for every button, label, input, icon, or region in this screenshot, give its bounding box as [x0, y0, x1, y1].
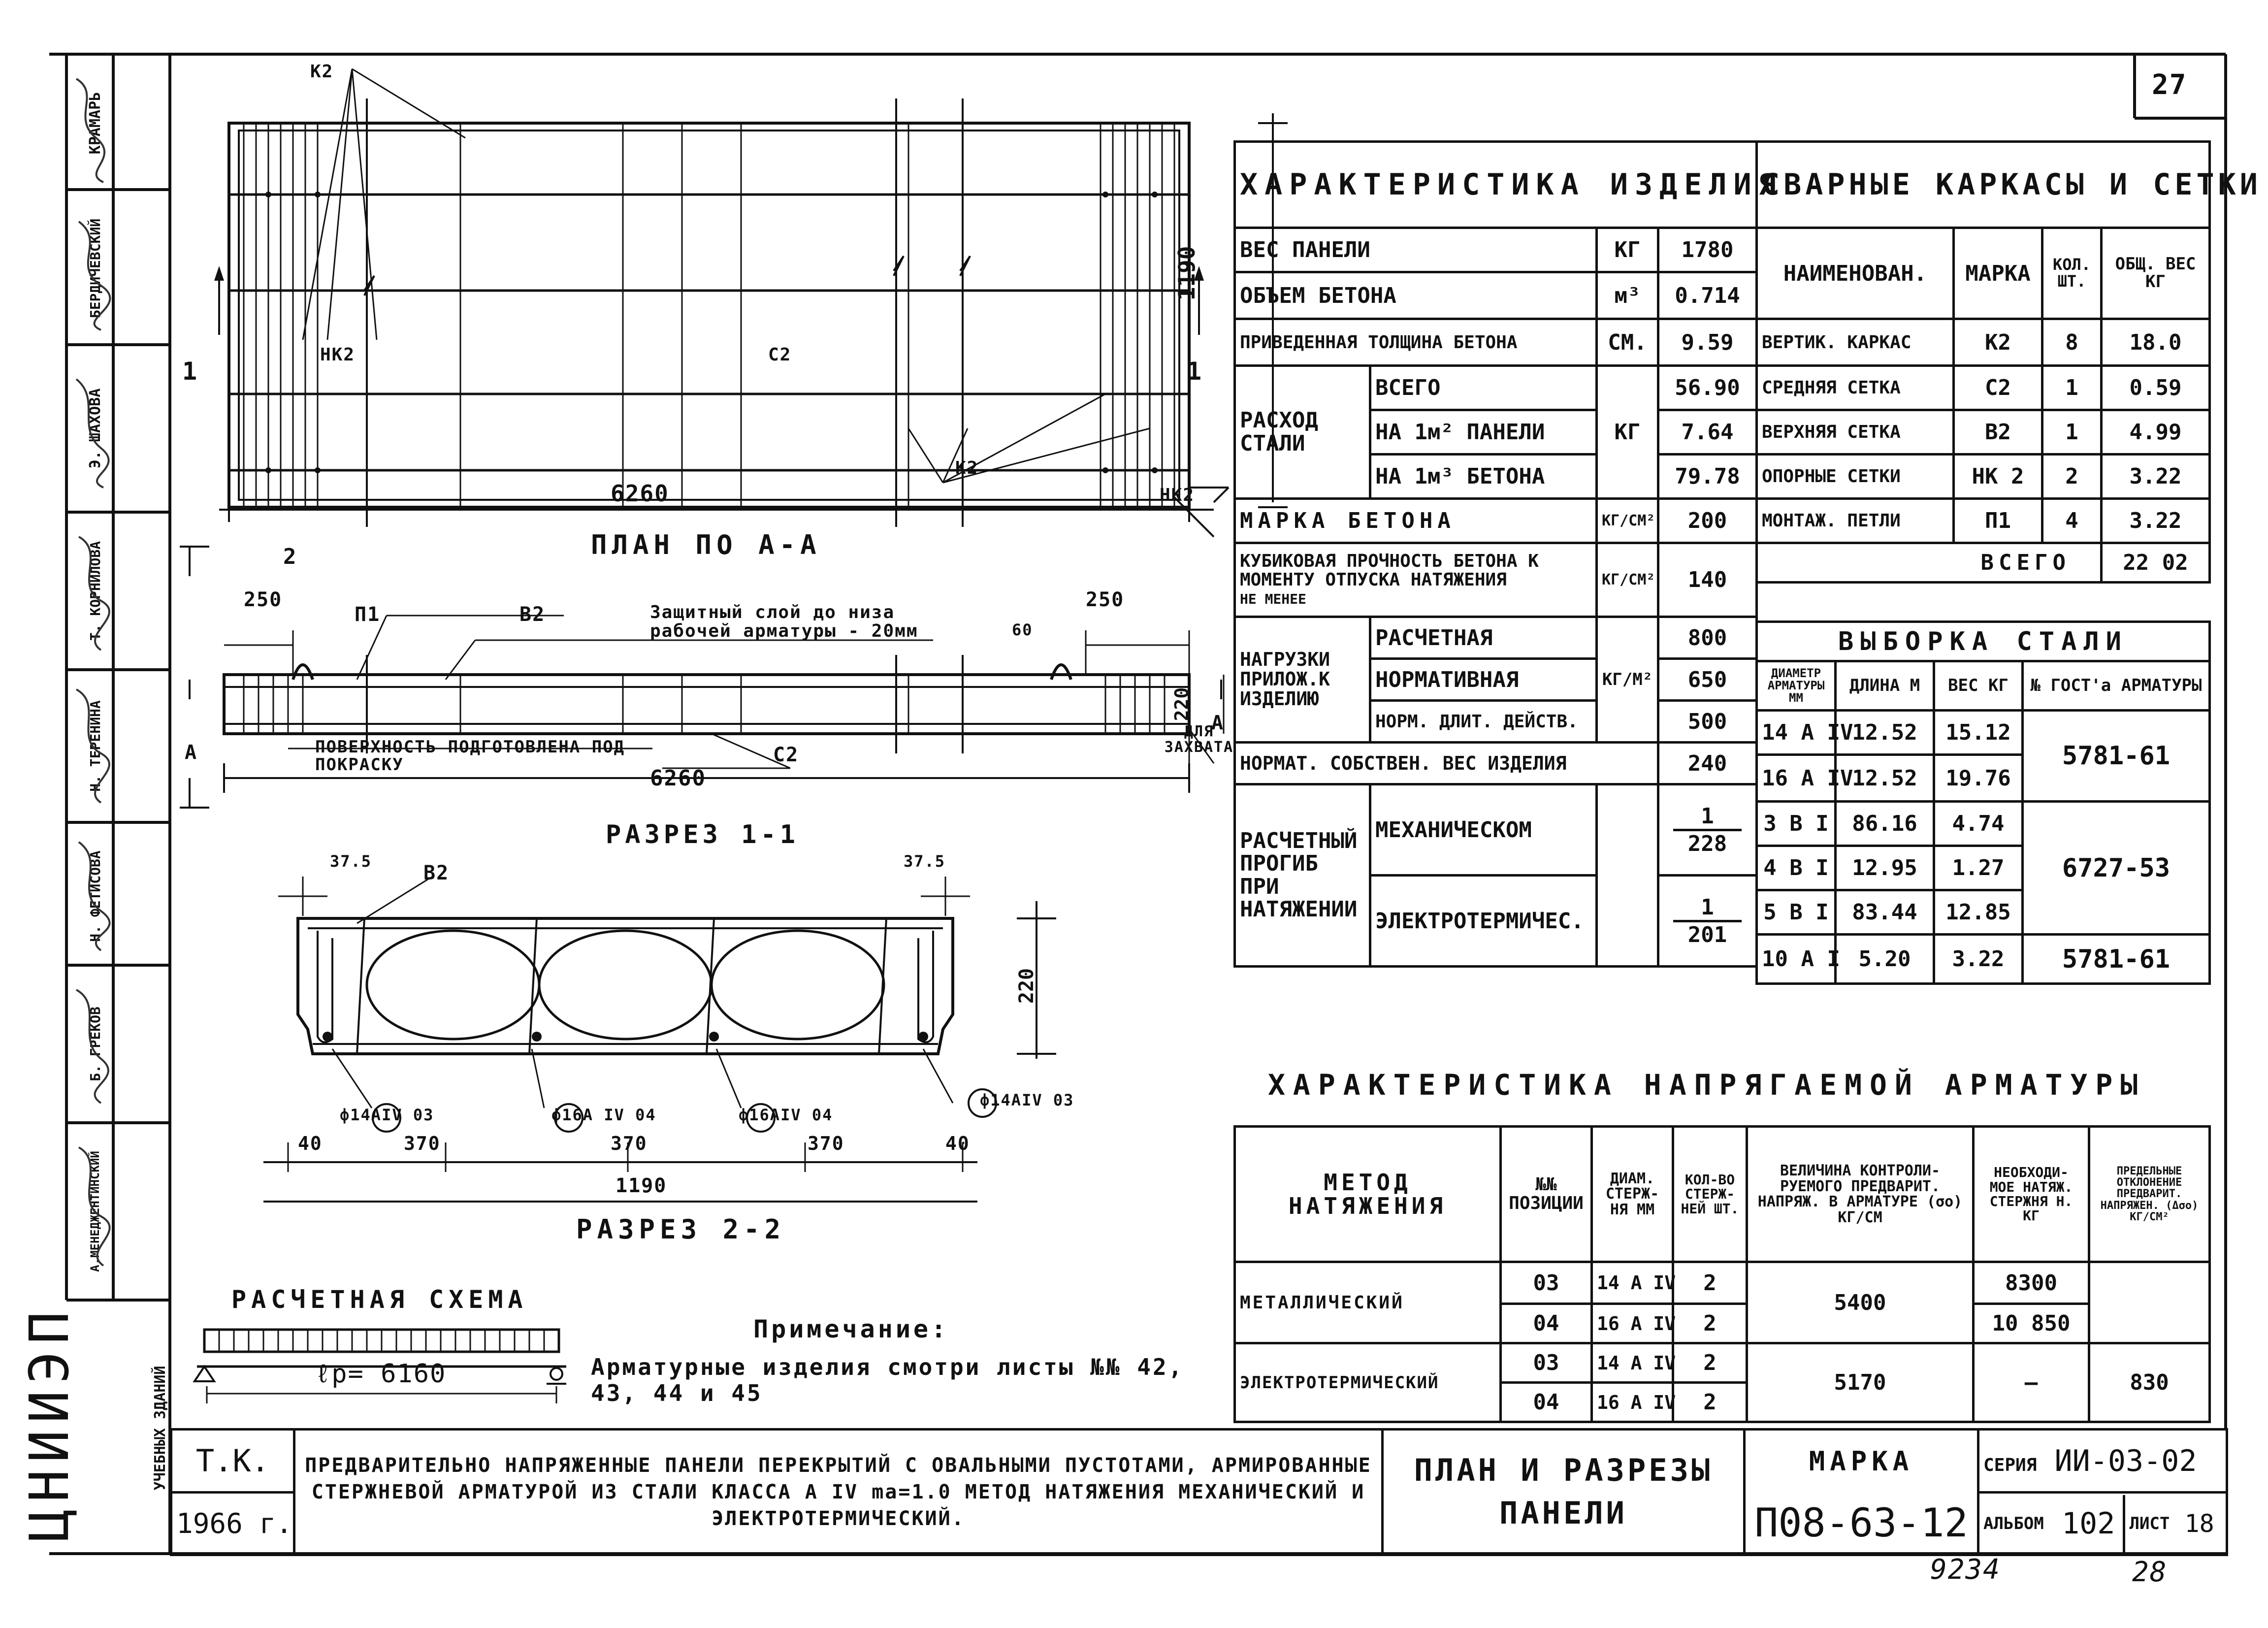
steel-row: 16 А IV 12.52 19.76: [1757, 755, 2210, 802]
concrete-grade-value: 200: [1658, 499, 1757, 543]
plan-section-mark-right: 1: [1187, 357, 1203, 386]
steel-per-m3-label: НА 1м³ БЕТОНА: [1370, 455, 1597, 499]
frames-total-label: ВСЕГО: [1757, 543, 2102, 583]
load-design-label: РАСЧЕТНАЯ: [1370, 617, 1597, 659]
frames-header: СВАРНЫЕ КАРКАСЫ И СЕТКИ: [1757, 142, 2210, 228]
char-row-volume-value: 0.714: [1658, 272, 1757, 319]
plan-section-mark-2: 2: [283, 544, 297, 569]
s22-bar-4: ф14АIV 03: [980, 1091, 1074, 1109]
prestress-qty: 2: [1673, 1262, 1747, 1304]
title-block: [170, 1428, 2228, 1556]
steel-row: 14 А IV 12.52 15.12 5781-61: [1757, 711, 2210, 755]
frames-row: ВЕРТИК. КАРКАС К2 8 18.0: [1757, 319, 2210, 366]
s11-height: 220: [1171, 687, 1193, 721]
frames-col-weight: ОБЩ. ВЕС КГ: [2102, 228, 2210, 319]
prestress-diam: 16 А IV: [1592, 1383, 1673, 1422]
plan-view: [170, 54, 1233, 556]
s22-dim-3: 370: [611, 1133, 648, 1154]
char-row-thickness: ПРИВЕДЕННАЯ ТОЛЩИНА БЕТОНА: [1235, 319, 1597, 366]
plan-title: ПЛАН ПО А-А: [591, 529, 821, 560]
plan-label-nk2-right: НК2: [1160, 485, 1195, 505]
prestress-col-qty: КОЛ-ВО СТЕРЖ- НЕЙ ШТ.: [1673, 1127, 1747, 1262]
product-characteristics-table: [1233, 140, 1783, 968]
prestress-col-position: №№ ПОЗИЦИИ: [1501, 1127, 1592, 1262]
concrete-grade-unit: КГ/СМ²: [1597, 499, 1658, 543]
prestress-diam: 16 А IV: [1592, 1304, 1673, 1343]
plan-width: 1190: [1173, 246, 1200, 301]
year-label: 1966 г.: [171, 1493, 294, 1555]
s22-dim-right: 37.5: [904, 852, 946, 871]
loads-label: НАГРУЗКИ ПРИЛОЖ.К ИЗДЕЛИЮ: [1235, 617, 1370, 743]
album-sheet-cell: АЛЬБОМ 102 ЛИСТ 18: [1978, 1493, 2227, 1555]
s22-dim-left: 37.5: [330, 852, 372, 871]
prestress-col-stress: ВЕЛИЧИНА КОНТРОЛИ- РУЕМОГО ПРЕДВАРИТ. НАПРЯЖ. В АРМАТУРЕ (σо) КГ/СМ: [1747, 1127, 1974, 1262]
sheet-description: ПРЕДВАРИТЕЛЬНО НАПРЯЖЕННЫЕ ПАНЕЛИ ПЕРЕКРЫТИЙ С ОВАЛЬНЫМИ ПУСТОТАМИ, АРМИРОВАННЫЕ СТЕРЖНЕВОЙ АРМАТУРОЙ ИЗ СТАЛИ КЛАССА А IV mа=1.0 МЕТОД НАТЯЖЕНИЯ МЕХАНИЧЕСКИЙ И ЭЛЕКТРОТЕРМИЧЕСКИЙ.: [294, 1430, 1383, 1555]
method-mechanical: МЕТАЛЛИЧЕСКИЙ: [1235, 1262, 1501, 1343]
steel-total-label: ВСЕГО: [1370, 366, 1597, 410]
steel-per-m2-value: 7.64: [1658, 410, 1757, 455]
concrete-grade-label: МАРКА БЕТОНА: [1235, 499, 1597, 543]
signer-2: БЕРДИЧЕВСКИЙ: [87, 218, 103, 319]
char-row-thickness-unit: СМ.: [1597, 319, 1658, 366]
s11-surface-note: ПОВЕРХНОСТЬ ПОДГОТОВЛЕНА ПОД ПОКРАСКУ: [315, 737, 625, 775]
prestress-limit-mech: [2089, 1262, 2210, 1343]
page-number: 27: [2152, 69, 2187, 101]
steel-per-m2-label: НА 1м² ПАНЕЛИ: [1370, 410, 1597, 455]
s11-title: РАЗРЕЗ 1-1: [606, 820, 800, 849]
signer-6: Н. ФЕТИСОВА: [87, 850, 103, 942]
s11-grip-label: ДЛЯ ЗАХВАТА: [1164, 723, 1234, 756]
characteristics-header: ХАРАКТЕРИСТИКА ИЗДЕЛИЯ: [1235, 142, 1757, 228]
s22-height: 220: [1015, 968, 1038, 1004]
prestress-qty: 2: [1673, 1383, 1747, 1422]
frames-total-value: 22 02: [2102, 543, 2210, 583]
s11-cover-note: Защитный слой до низа рабочей арматуры - 20мм: [650, 602, 918, 641]
steel-col-length: ДЛИНА М: [1836, 661, 1934, 711]
frames-col-name: НАИМЕНОВАН.: [1757, 228, 1954, 319]
char-row-thickness-value: 9.59: [1658, 319, 1757, 366]
deflection-electro-label: ЭЛЕКТРОТЕРМИЧЕС.: [1370, 876, 1597, 967]
s11-mark-a-left: А: [185, 741, 198, 764]
steel-consumption-label: РАСХОД СТАЛИ: [1235, 366, 1370, 499]
steel-selection-table: [1755, 620, 2211, 985]
prestress-diam: 14 А IV: [1592, 1343, 1673, 1383]
steel-row: 5 В I 83.44 12.85: [1757, 890, 2210, 935]
frames-row: ВЕРХНЯЯ СЕТКА В2 1 4.99: [1757, 410, 2210, 455]
sheet-title: ПЛАН И РАЗРЕЗЫ ПАНЕЛИ: [1383, 1430, 1745, 1555]
deflection-mech-label: МЕХАНИЧЕСКОМ: [1370, 784, 1597, 876]
prestress-header: ХАРАКТЕРИСТИКА НАПРЯГАЕМОЙ АРМАТУРЫ: [1268, 1068, 2146, 1102]
load-normative-label: НОРМАТИВНАЯ: [1370, 659, 1597, 701]
load-design-value: 800: [1658, 617, 1757, 659]
signer-5: Н. ТЕРЕНИНА: [87, 700, 103, 792]
prestress-diam: 14 А IV: [1592, 1262, 1673, 1304]
steel-col-gost: № ГОСТ'а АРМАТУРЫ: [2023, 661, 2210, 711]
prestress-stress-mech: 5400: [1747, 1262, 1974, 1343]
steel-row: 10 А I 5.20 3.22 5781-61: [1757, 935, 2210, 984]
steel-gost-3: 5781-61: [2023, 935, 2210, 984]
handwritten-number-1: 9234: [1930, 1554, 2001, 1586]
steel-gost-2: 6727-53: [2023, 802, 2210, 935]
s11-top-mesh: В2: [519, 603, 546, 626]
welded-frames-table: [1755, 140, 2262, 584]
prestress-qty: 2: [1673, 1304, 1747, 1343]
s22-dim-2: 370: [404, 1133, 441, 1154]
handwritten-number-2: 28: [2132, 1556, 2168, 1588]
steel-row: 4 В I 12.95 1.27: [1757, 846, 2210, 890]
char-row-weight: ВЕС ПАНЕЛИ: [1235, 228, 1597, 272]
frames-row: СРЕДНЯЯ СЕТКА С2 1 0.59: [1757, 366, 2210, 410]
note-title: Примечание:: [753, 1315, 949, 1343]
s11-length: 6260: [650, 766, 706, 791]
prestress-col-force: НЕОБХОДИ- МОЕ НАТЯЖ. СТЕРЖНЯ Н. КГ: [1974, 1127, 2089, 1262]
load-normative-value: 650: [1658, 659, 1757, 701]
steel-unit: КГ: [1597, 366, 1658, 499]
s22-bar-1: ф14АIV 03: [340, 1106, 434, 1124]
s22-total: 1190: [616, 1174, 667, 1197]
char-row-volume-unit: м³: [1597, 272, 1658, 319]
signer-3: Э. ШАХОВА: [86, 388, 104, 469]
loads-unit: КГ/М²: [1597, 617, 1658, 743]
prestress-qty: 2: [1673, 1343, 1747, 1383]
char-row-weight-value: 1780: [1658, 228, 1757, 272]
s11-loop-label: П1: [355, 603, 381, 626]
frames-row: МОНТАЖ. ПЕТЛИ П1 4 3.22: [1757, 499, 2210, 543]
method-electrothermal: ЭЛЕКТРОТЕРМИЧЕСКИЙ: [1235, 1343, 1501, 1422]
steel-col-diam: ДИАМЕТР АРМАТУРЫ ММ: [1757, 661, 1836, 711]
steel-gost-1: 5781-61: [2023, 711, 2210, 802]
prestress-pos: 03: [1501, 1262, 1592, 1304]
signer-7: Б. ГРЕКОВ: [87, 1007, 103, 1081]
plan-label-c2: С2: [768, 345, 792, 365]
self-weight-value: 240: [1658, 743, 1757, 784]
char-row-weight-unit: КГ: [1597, 228, 1658, 272]
scheme-span: ℓр= 6160: [315, 1359, 447, 1389]
series-cell: СЕРИЯ ИИ-03-02: [1978, 1430, 2227, 1493]
plan-section-mark-left: 1: [182, 357, 198, 386]
s11-dim-left: 250: [244, 588, 283, 611]
steel-col-weight: ВЕС КГ: [1934, 661, 2023, 711]
steel-row: 3 В I 86.16 4.74 6727-53: [1757, 802, 2210, 846]
plan-label-nk2: НК2: [320, 345, 356, 365]
signer-8: А.МЕНЕДЖЕНТИНСКИЙ: [88, 1151, 102, 1272]
prestress-force-electro: —: [1974, 1343, 2089, 1422]
prestress-stress-electro: 5170: [1747, 1343, 1974, 1422]
plan-label-k2-top: К2: [310, 62, 334, 82]
deflection-mech-value: 1 228: [1658, 784, 1757, 876]
s22-title: РАЗРЕЗ 2-2: [576, 1214, 786, 1245]
prestress-col-diam: ДИАМ. СТЕРЖ- НЯ ММ: [1592, 1127, 1673, 1262]
char-row-volume: ОБЪЕМ БЕТОНА: [1235, 272, 1597, 319]
s22-dim-4: 370: [808, 1133, 844, 1154]
steel-selection-header: ВЫБОРКА СТАЛИ: [1757, 622, 2210, 661]
note-text: Арматурные изделия смотри листы №№ 42, 43, 44 и 45: [591, 1354, 1184, 1406]
tk-label: Т.К.: [171, 1430, 294, 1493]
prestress-col-limit: ПРЕДЕЛЬНЫЕ ОТКЛОНЕНИЕ ПРЕДВАРИТ. НАПРЯЖЕН. (Δσо) КГ/СМ²: [2089, 1127, 2210, 1262]
institute-subtitle: УЧЕБНЫХ ЗДАНИЙ: [151, 1366, 169, 1491]
s11-mark-a-right: А: [1211, 712, 1225, 734]
deflection-label: РАСЧЕТНЫЙ ПРОГИБ ПРИ НАТЯЖЕНИИ: [1235, 784, 1370, 967]
s11-dim-60: 60: [1012, 620, 1033, 639]
s22-bar-2: ф16А IV 04: [551, 1106, 656, 1124]
load-longterm-value: 500: [1658, 701, 1757, 743]
prestress-force: 8300: [1974, 1262, 2089, 1304]
frames-row: ОПОРНЫЕ СЕТКИ НК 2 2 3.22: [1757, 455, 2210, 499]
signer-1: КРАМАРЬ: [86, 92, 104, 155]
deflection-electro-value: 1 201: [1658, 876, 1757, 967]
s11-bottom-mesh: С2: [773, 744, 799, 766]
prestress-pos: 04: [1501, 1383, 1592, 1422]
cube-strength-value: 140: [1658, 543, 1757, 617]
plan-label-k2-bottom: К2: [955, 458, 979, 478]
prestress-col-method: МЕТОД НАТЯЖЕНИЯ: [1235, 1127, 1501, 1262]
prestress-limit-electro: 830: [2089, 1343, 2210, 1422]
frames-col-mark: МАРКА: [1954, 228, 2042, 319]
s22-dim-5: 40: [945, 1133, 970, 1154]
s22-dim-1: 40: [298, 1133, 323, 1154]
s22-bar-3: ф16АIV 04: [739, 1106, 833, 1124]
institute-name: ЦНИИЭП: [18, 1304, 81, 1542]
signatures: [66, 54, 113, 1300]
mark-label: МАРКА: [1745, 1430, 1978, 1493]
steel-total-value: 56.90: [1658, 366, 1757, 410]
self-weight-label: НОРМАТ. СОБСТВЕН. ВЕС ИЗДЕЛИЯ: [1235, 743, 1658, 784]
steel-per-m3-value: 79.78: [1658, 455, 1757, 499]
load-longterm-label: НОРМ. ДЛИТ. ДЕЙСТВ.: [1370, 701, 1597, 743]
frames-col-qty: КОЛ. ШТ.: [2042, 228, 2102, 319]
signer-4: Т. КОРНИЛОВА: [87, 541, 103, 641]
plan-length: 6260: [611, 480, 669, 507]
prestress-pos: 04: [1501, 1304, 1592, 1343]
prestress-pos: 03: [1501, 1343, 1592, 1383]
s11-dim-right: 250: [1086, 588, 1125, 611]
s22-top-mesh: В2: [423, 862, 450, 884]
cube-strength-label: КУБИКОВАЯ ПРОЧНОСТЬ БЕТОНА К МОМЕНТУ ОТПУСКА НАТЯЖЕНИЯ НЕ МЕНЕЕ: [1235, 543, 1597, 617]
panel-mark: П08-63-12: [1745, 1493, 1978, 1555]
cube-strength-unit: КГ/СМ²: [1597, 543, 1658, 617]
prestress-table: [1233, 1125, 2211, 1423]
prestress-force: 10 850: [1974, 1304, 2089, 1343]
scheme-title: РАСЧЕТНАЯ СХЕМА: [231, 1285, 528, 1314]
